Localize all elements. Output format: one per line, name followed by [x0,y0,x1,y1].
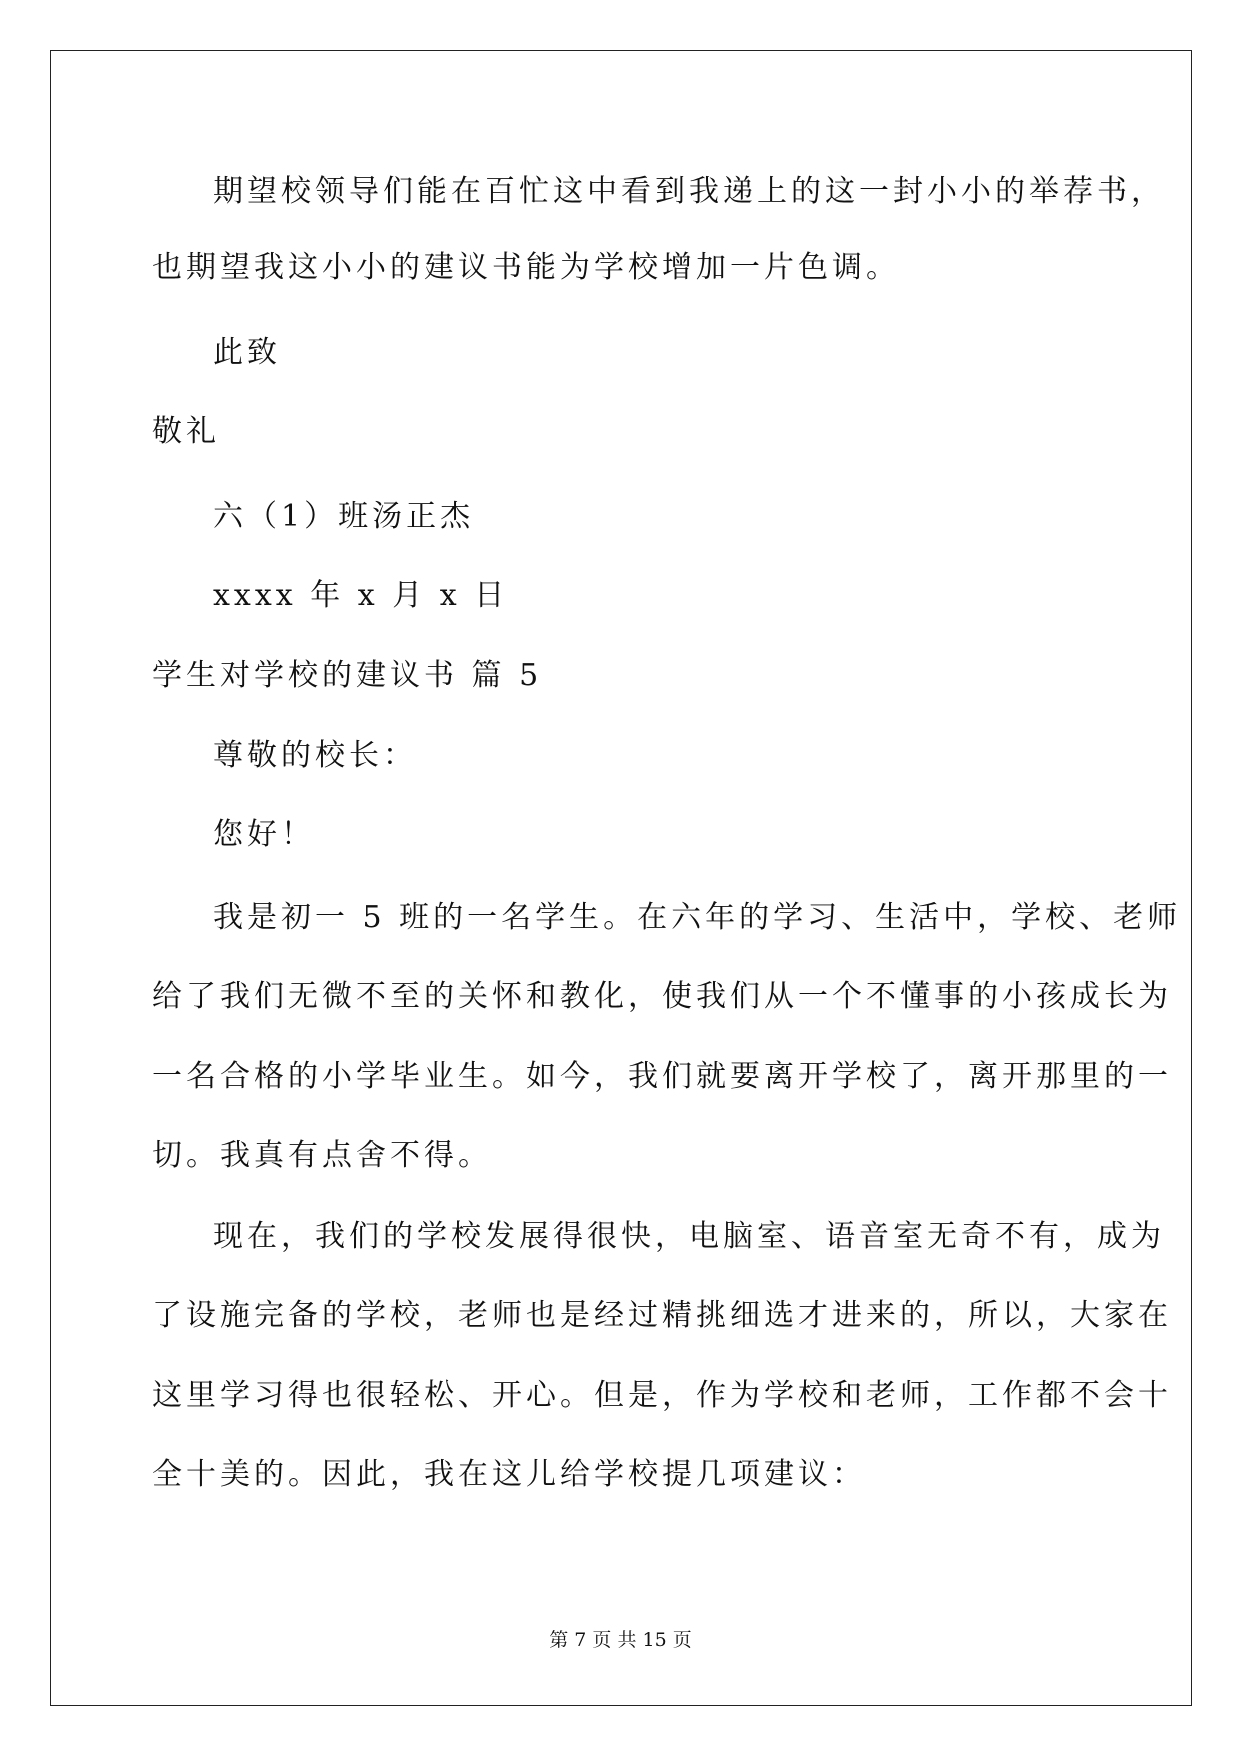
paragraph-line: 现在，我们的学校发展得很快，电脑室、语音室无奇不有，成为 [213,1219,1165,1254]
paragraph-line: 给了我们无微不至的关怀和教化，使我们从一个不懂事的小孩成长为 [152,979,1172,1014]
paragraph-line: 了设施完备的学校，老师也是经过精挑细选才进来的，所以，大家在 [152,1298,1172,1333]
paragraph-line: 一名合格的小学毕业生。如今，我们就要离开学校了，离开那里的一 [152,1059,1172,1094]
closing-salutation: 此致 [213,335,281,370]
paragraph-line: 这里学习得也很轻松、开心。但是，作为学校和老师，工作都不会十 [152,1378,1172,1413]
section-title: 学生对学校的建议书 篇 5 [152,658,543,693]
paragraph-line: 全十美的。因此，我在这儿给学校提几项建议： [152,1457,866,1492]
greeting-line: 您好！ [213,817,315,852]
paragraph-line: 我是初一 5 班的一名学生。在六年的学习、生活中，学校、老师 [213,900,1182,935]
signature-date: xxxx 年 x 月 x 日 [213,578,509,613]
closing-regards: 敬礼 [152,414,220,449]
page-number-footer: 第 7 页 共 15 页 [549,1629,692,1651]
paragraph-line: 也期望我这小小的建议书能为学校增加一片色调。 [152,250,900,285]
greeting-line: 尊敬的校长： [213,738,417,773]
paragraph-line: 切。我真有点舍不得。 [152,1138,492,1173]
signature-name: 六（1）班汤正杰 [213,499,475,534]
paragraph-line: 期望校领导们能在百忙这中看到我递上的这一封小小的举荐书， [213,174,1165,209]
